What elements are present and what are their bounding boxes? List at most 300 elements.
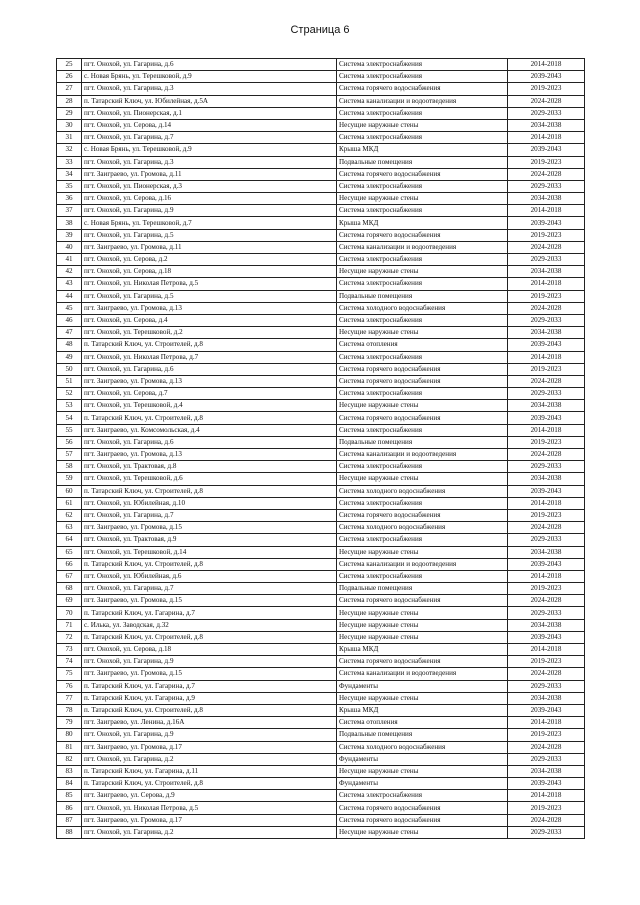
period-cell: 2024-2028 <box>508 168 585 180</box>
system-cell: Фундаменты <box>337 753 508 765</box>
address-cell: пгт. Заиграево, ул. Громова, д.15 <box>82 522 337 534</box>
table-row <box>57 778 585 790</box>
table-row <box>57 595 585 607</box>
table-row <box>57 826 585 838</box>
row-number: 74 <box>57 656 82 668</box>
table-row <box>57 217 585 229</box>
address-cell: пгт. Онохой, ул. Гагарина, д.5 <box>82 290 337 302</box>
address-cell: пгт. Онохой, ул. Гагарина, д.7 <box>82 583 337 595</box>
system-cell: Система электроснабжения <box>337 59 508 71</box>
address-cell: пгт. Онохой, ул. Гагарина, д.3 <box>82 83 337 95</box>
row-number: 55 <box>57 424 82 436</box>
system-cell: Система горячего водоснабжения <box>337 802 508 814</box>
row-number: 36 <box>57 193 82 205</box>
system-cell: Система горячего водоснабжения <box>337 814 508 826</box>
table-row <box>57 644 585 656</box>
table-row <box>57 400 585 412</box>
address-cell: пгт. Онохой, ул. Гагарина, д.5 <box>82 229 337 241</box>
table-row <box>57 144 585 156</box>
row-number: 25 <box>57 59 82 71</box>
address-cell: п. Татарский Ключ, ул. Строителей, д.8 <box>82 485 337 497</box>
row-number: 72 <box>57 631 82 643</box>
table-row <box>57 266 585 278</box>
table-row <box>57 717 585 729</box>
address-cell: пгт. Онохой, ул. Терешковой, д.4 <box>82 400 337 412</box>
table-row <box>57 339 585 351</box>
table-row <box>57 180 585 192</box>
row-number: 52 <box>57 388 82 400</box>
address-cell: с. Илька, ул. Заводская, д.32 <box>82 619 337 631</box>
row-number: 47 <box>57 327 82 339</box>
address-cell: пгт. Онохой, ул. Терешковой, д.14 <box>82 546 337 558</box>
table-row <box>57 704 585 716</box>
table-row <box>57 229 585 241</box>
period-cell: 2014-2018 <box>508 717 585 729</box>
table-row <box>57 351 585 363</box>
system-cell: Система холодного водоснабжения <box>337 522 508 534</box>
address-cell: пгт. Онохой, ул. Гагарина, д.9 <box>82 205 337 217</box>
system-cell: Крыша МКД <box>337 644 508 656</box>
address-cell: п. Татарский Ключ, ул. Гагарина, д.7 <box>82 680 337 692</box>
row-number: 85 <box>57 790 82 802</box>
address-cell: пгт. Онохой, ул. Серова, д.18 <box>82 644 337 656</box>
address-cell: пгт. Онохой, ул. Пионерская, д.3 <box>82 180 337 192</box>
row-number: 29 <box>57 107 82 119</box>
address-cell: пгт. Онохой, ул. Гагарина, д.6 <box>82 59 337 71</box>
table-row <box>57 473 585 485</box>
system-cell: Система электроснабжения <box>337 107 508 119</box>
address-cell: пгт. Онохой, ул. Трактовая, д.8 <box>82 461 337 473</box>
system-cell: Система электроснабжения <box>337 71 508 83</box>
period-cell: 2014-2018 <box>508 570 585 582</box>
system-cell: Система электроснабжения <box>337 461 508 473</box>
period-cell: 2019-2023 <box>508 436 585 448</box>
table-row <box>57 558 585 570</box>
period-cell: 2014-2018 <box>508 351 585 363</box>
system-cell: Подвальные помещения <box>337 290 508 302</box>
address-cell: пгт. Онохой, ул. Гагарина, д.2 <box>82 753 337 765</box>
row-number: 43 <box>57 278 82 290</box>
system-cell: Система электроснабжения <box>337 205 508 217</box>
period-cell: 2019-2023 <box>508 583 585 595</box>
system-cell: Система электроснабжения <box>337 132 508 144</box>
period-cell: 2029-2033 <box>508 534 585 546</box>
period-cell: 2014-2018 <box>508 424 585 436</box>
row-number: 65 <box>57 546 82 558</box>
row-number: 39 <box>57 229 82 241</box>
table-row <box>57 583 585 595</box>
table-row <box>57 168 585 180</box>
period-cell: 2029-2033 <box>508 107 585 119</box>
address-cell: пгт. Онохой, ул. Гагарина, д.7 <box>82 132 337 144</box>
period-cell: 2039-2043 <box>508 144 585 156</box>
table-row <box>57 497 585 509</box>
table-row <box>57 449 585 461</box>
period-cell: 2014-2018 <box>508 790 585 802</box>
table-row <box>57 95 585 107</box>
address-cell: пгт. Онохой, ул. Терешковой, д.6 <box>82 473 337 485</box>
address-cell: п. Татарский Ключ, ул. Строителей, д.8 <box>82 704 337 716</box>
system-cell: Несущие наружные стены <box>337 327 508 339</box>
row-number: 77 <box>57 692 82 704</box>
system-cell: Несущие наружные стены <box>337 119 508 131</box>
address-cell: пгт. Онохой, ул. Серова, д.14 <box>82 119 337 131</box>
period-cell: 2034-2038 <box>508 692 585 704</box>
period-cell: 2039-2043 <box>508 339 585 351</box>
address-cell: пгт. Заиграево, ул. Ленина, д.16А <box>82 717 337 729</box>
row-number: 44 <box>57 290 82 302</box>
address-cell: п. Татарский Ключ, ул. Гагарина, д.9 <box>82 692 337 704</box>
system-cell: Система горячего водоснабжения <box>337 168 508 180</box>
address-cell: п. Татарский Ключ, ул. Строителей, д.8 <box>82 412 337 424</box>
period-cell: 2029-2033 <box>508 180 585 192</box>
period-cell: 2034-2038 <box>508 546 585 558</box>
system-cell: Несущие наружные стены <box>337 193 508 205</box>
table-row <box>57 132 585 144</box>
system-cell: Система горячего водоснабжения <box>337 229 508 241</box>
system-cell: Несущие наружные стены <box>337 692 508 704</box>
address-cell: пгт. Онохой, ул. Серова, д.18 <box>82 266 337 278</box>
period-cell: 2024-2028 <box>508 668 585 680</box>
period-cell: 2019-2023 <box>508 229 585 241</box>
row-number: 38 <box>57 217 82 229</box>
system-cell: Система холодного водоснабжения <box>337 741 508 753</box>
system-cell: Система горячего водоснабжения <box>337 375 508 387</box>
period-cell: 2019-2023 <box>508 656 585 668</box>
period-cell: 2029-2033 <box>508 680 585 692</box>
system-cell: Несущие наружные стены <box>337 607 508 619</box>
period-cell: 2039-2043 <box>508 558 585 570</box>
address-cell: п. Татарский Ключ, ул. Строителей, д.8 <box>82 339 337 351</box>
system-cell: Система горячего водоснабжения <box>337 83 508 95</box>
row-number: 75 <box>57 668 82 680</box>
row-number: 34 <box>57 168 82 180</box>
period-cell: 2019-2023 <box>508 729 585 741</box>
page-title: Страница 6 <box>290 24 350 36</box>
table-row <box>57 656 585 668</box>
row-number: 56 <box>57 436 82 448</box>
table-row <box>57 314 585 326</box>
row-number: 53 <box>57 400 82 412</box>
system-cell: Система электроснабжения <box>337 314 508 326</box>
period-cell: 2034-2038 <box>508 266 585 278</box>
period-cell: 2034-2038 <box>508 400 585 412</box>
row-number: 27 <box>57 83 82 95</box>
system-cell: Система отопления <box>337 339 508 351</box>
row-number: 82 <box>57 753 82 765</box>
system-cell: Подвальные помещения <box>337 436 508 448</box>
row-number: 60 <box>57 485 82 497</box>
period-cell: 2019-2023 <box>508 802 585 814</box>
system-cell: Система электроснабжения <box>337 180 508 192</box>
row-number: 66 <box>57 558 82 570</box>
address-cell: пгт. Онохой, ул. Гагарина, д.2 <box>82 826 337 838</box>
period-cell: 2024-2028 <box>508 741 585 753</box>
period-cell: 2039-2043 <box>508 631 585 643</box>
system-cell: Система горячего водоснабжения <box>337 656 508 668</box>
row-number: 59 <box>57 473 82 485</box>
row-number: 48 <box>57 339 82 351</box>
address-cell: пгт. Онохой, ул. Николая Петрова, д.5 <box>82 278 337 290</box>
table-row <box>57 156 585 168</box>
system-cell: Система холодного водоснабжения <box>337 302 508 314</box>
address-cell: пгт. Онохой, ул. Серова, д.7 <box>82 388 337 400</box>
table-row <box>57 59 585 71</box>
period-cell: 2039-2043 <box>508 71 585 83</box>
table-row <box>57 607 585 619</box>
period-cell: 2029-2033 <box>508 607 585 619</box>
address-cell: пгт. Заиграево, ул. Серова, д.9 <box>82 790 337 802</box>
period-cell: 2024-2028 <box>508 449 585 461</box>
period-cell: 2014-2018 <box>508 644 585 656</box>
address-cell: пгт. Онохой, ул. Пионерская, д.1 <box>82 107 337 119</box>
table-row <box>57 71 585 83</box>
system-cell: Система канализации и водоотведения <box>337 449 508 461</box>
table-row <box>57 631 585 643</box>
system-cell: Система электроснабжения <box>337 388 508 400</box>
address-cell: пгт. Заиграево, ул. Комсомольская, д.4 <box>82 424 337 436</box>
table-row <box>57 729 585 741</box>
period-cell: 2019-2023 <box>508 83 585 95</box>
period-cell: 2024-2028 <box>508 375 585 387</box>
address-cell: пгт. Заиграево, ул. Громова, д.11 <box>82 168 337 180</box>
period-cell: 2034-2038 <box>508 619 585 631</box>
period-cell: 2024-2028 <box>508 95 585 107</box>
system-cell: Система электроснабжения <box>337 351 508 363</box>
address-cell: пгт. Онохой, ул. Юбилейная, д.10 <box>82 497 337 509</box>
address-cell: пгт. Онохой, ул. Николая Петрова, д.7 <box>82 351 337 363</box>
period-cell: 2029-2033 <box>508 314 585 326</box>
system-cell: Система канализации и водоотведения <box>337 95 508 107</box>
address-cell: с. Новая Брянь, ул. Терешковой, д.9 <box>82 144 337 156</box>
address-cell: п. Татарский Ключ, ул. Строителей, д.8 <box>82 558 337 570</box>
row-number: 50 <box>57 363 82 375</box>
system-cell: Подвальные помещения <box>337 583 508 595</box>
period-cell: 2019-2023 <box>508 363 585 375</box>
address-cell: с. Новая Брянь, ул. Терешковой, д.9 <box>82 71 337 83</box>
row-number: 64 <box>57 534 82 546</box>
row-number: 62 <box>57 509 82 521</box>
period-cell: 2014-2018 <box>508 205 585 217</box>
table-row <box>57 570 585 582</box>
row-number: 35 <box>57 180 82 192</box>
system-cell: Несущие наружные стены <box>337 826 508 838</box>
address-cell: пгт. Онохой, ул. Гагарина, д.6 <box>82 436 337 448</box>
row-number: 67 <box>57 570 82 582</box>
row-number: 80 <box>57 729 82 741</box>
address-cell: пгт. Заиграево, ул. Громова, д.17 <box>82 741 337 753</box>
table-row <box>57 753 585 765</box>
system-cell: Крыша МКД <box>337 704 508 716</box>
system-cell: Несущие наружные стены <box>337 765 508 777</box>
period-cell: 2034-2038 <box>508 327 585 339</box>
system-cell: Система электроснабжения <box>337 278 508 290</box>
system-cell: Подвальные помещения <box>337 729 508 741</box>
period-cell: 2029-2033 <box>508 388 585 400</box>
row-number: 79 <box>57 717 82 729</box>
row-number: 70 <box>57 607 82 619</box>
address-cell: пгт. Заиграево, ул. Громова, д.13 <box>82 375 337 387</box>
row-number: 61 <box>57 497 82 509</box>
table-row <box>57 241 585 253</box>
address-cell: п. Татарский Ключ, ул. Юбилейная, д.5А <box>82 95 337 107</box>
address-cell: пгт. Онохой, ул. Трактовая, д.9 <box>82 534 337 546</box>
table-row <box>57 461 585 473</box>
row-number: 41 <box>57 254 82 266</box>
address-cell: пгт. Онохой, ул. Гагарина, д.7 <box>82 509 337 521</box>
address-cell: п. Татарский Ключ, ул. Гагарина, д.11 <box>82 765 337 777</box>
table-row <box>57 327 585 339</box>
table-row <box>57 741 585 753</box>
system-cell: Крыша МКД <box>337 144 508 156</box>
table-row <box>57 205 585 217</box>
address-cell: пгт. Онохой, ул. Терешковой, д.2 <box>82 327 337 339</box>
period-cell: 2039-2043 <box>508 217 585 229</box>
row-number: 45 <box>57 302 82 314</box>
row-number: 42 <box>57 266 82 278</box>
row-number: 81 <box>57 741 82 753</box>
table-row <box>57 814 585 826</box>
table-row <box>57 619 585 631</box>
period-cell: 2024-2028 <box>508 595 585 607</box>
table-row <box>57 802 585 814</box>
system-cell: Несущие наружные стены <box>337 473 508 485</box>
table-row <box>57 290 585 302</box>
address-cell: пгт. Онохой, ул. Николая Петрова, д.5 <box>82 802 337 814</box>
period-cell: 2024-2028 <box>508 241 585 253</box>
table-row <box>57 363 585 375</box>
row-number: 73 <box>57 644 82 656</box>
system-cell: Несущие наружные стены <box>337 400 508 412</box>
table-row <box>57 534 585 546</box>
table-row <box>57 193 585 205</box>
address-cell: п. Татарский Ключ, ул. Строителей, д.8 <box>82 778 337 790</box>
period-cell: 2029-2033 <box>508 254 585 266</box>
table-row <box>57 765 585 777</box>
system-cell: Система электроснабжения <box>337 497 508 509</box>
period-cell: 2019-2023 <box>508 509 585 521</box>
period-cell: 2024-2028 <box>508 302 585 314</box>
row-number: 26 <box>57 71 82 83</box>
system-cell: Фундаменты <box>337 680 508 692</box>
table-row <box>57 790 585 802</box>
table-row <box>57 278 585 290</box>
table-row <box>57 522 585 534</box>
row-number: 33 <box>57 156 82 168</box>
address-cell: пгт. Онохой, ул. Гагарина, д.3 <box>82 156 337 168</box>
system-cell: Система электроснабжения <box>337 570 508 582</box>
row-number: 49 <box>57 351 82 363</box>
address-cell: пгт. Заиграево, ул. Громова, д.13 <box>82 302 337 314</box>
row-number: 57 <box>57 449 82 461</box>
row-number: 83 <box>57 765 82 777</box>
row-number: 78 <box>57 704 82 716</box>
period-cell: 2024-2028 <box>508 814 585 826</box>
period-cell: 2014-2018 <box>508 497 585 509</box>
table-row <box>57 375 585 387</box>
table-row <box>57 668 585 680</box>
system-cell: Система отопления <box>337 717 508 729</box>
address-cell: пгт. Онохой, ул. Серова, д.2 <box>82 254 337 266</box>
system-cell: Система горячего водоснабжения <box>337 509 508 521</box>
address-cell: пгт. Заиграево, ул. Громова, д.11 <box>82 241 337 253</box>
row-number: 58 <box>57 461 82 473</box>
row-number: 31 <box>57 132 82 144</box>
row-number: 51 <box>57 375 82 387</box>
row-number: 32 <box>57 144 82 156</box>
table-row <box>57 424 585 436</box>
address-cell: пгт. Заиграево, ул. Громова, д.17 <box>82 814 337 826</box>
table-body <box>57 59 585 839</box>
table-row <box>57 412 585 424</box>
system-cell: Система электроснабжения <box>337 790 508 802</box>
row-number: 54 <box>57 412 82 424</box>
system-cell: Система холодного водоснабжения <box>337 485 508 497</box>
system-cell: Крыша МКД <box>337 217 508 229</box>
period-cell: 2034-2038 <box>508 119 585 131</box>
address-cell: пгт. Онохой, ул. Серова, д.4 <box>82 314 337 326</box>
period-cell: 2014-2018 <box>508 59 585 71</box>
system-cell: Система канализации и водоотведения <box>337 558 508 570</box>
address-cell: пгт. Онохой, ул. Гагарина, д.9 <box>82 656 337 668</box>
period-cell: 2029-2033 <box>508 753 585 765</box>
period-cell: 2034-2038 <box>508 193 585 205</box>
system-cell: Система электроснабжения <box>337 254 508 266</box>
period-cell: 2019-2023 <box>508 156 585 168</box>
table-row <box>57 680 585 692</box>
row-number: 30 <box>57 119 82 131</box>
table-row <box>57 107 585 119</box>
row-number: 84 <box>57 778 82 790</box>
row-number: 69 <box>57 595 82 607</box>
period-cell: 2014-2018 <box>508 278 585 290</box>
row-number: 63 <box>57 522 82 534</box>
address-cell: пгт. Онохой, ул. Серова, д.16 <box>82 193 337 205</box>
registry-table <box>56 58 585 839</box>
row-number: 28 <box>57 95 82 107</box>
address-cell: пгт. Заиграево, ул. Громова, д.15 <box>82 668 337 680</box>
system-cell: Система горячего водоснабжения <box>337 363 508 375</box>
row-number: 46 <box>57 314 82 326</box>
table-row <box>57 436 585 448</box>
system-cell: Подвальные помещения <box>337 156 508 168</box>
table-row <box>57 302 585 314</box>
row-number: 71 <box>57 619 82 631</box>
period-cell: 2039-2043 <box>508 412 585 424</box>
table-row <box>57 546 585 558</box>
system-cell: Система канализации и водоотведения <box>337 241 508 253</box>
system-cell: Несущие наружные стены <box>337 266 508 278</box>
row-number: 68 <box>57 583 82 595</box>
address-cell: пгт. Заиграево, ул. Громова, д.13 <box>82 449 337 461</box>
row-number: 86 <box>57 802 82 814</box>
address-cell: с. Новая Брянь, ул. Терешковой, д.7 <box>82 217 337 229</box>
table-row <box>57 388 585 400</box>
row-number: 88 <box>57 826 82 838</box>
system-cell: Система электроснабжения <box>337 424 508 436</box>
address-cell: п. Татарский Ключ, ул. Строителей, д.8 <box>82 631 337 643</box>
system-cell: Система горячего водоснабжения <box>337 595 508 607</box>
address-cell: пгт. Онохой, ул. Гагарина, д.9 <box>82 729 337 741</box>
address-cell: п. Татарский Ключ, ул. Гагарина, д.7 <box>82 607 337 619</box>
system-cell: Система горячего водоснабжения <box>337 412 508 424</box>
system-cell: Система канализации и водоотведения <box>337 668 508 680</box>
system-cell: Несущие наружные стены <box>337 546 508 558</box>
row-number: 76 <box>57 680 82 692</box>
period-cell: 2034-2038 <box>508 473 585 485</box>
address-cell: пгт. Заиграево, ул. Громова, д.15 <box>82 595 337 607</box>
period-cell: 2039-2043 <box>508 704 585 716</box>
